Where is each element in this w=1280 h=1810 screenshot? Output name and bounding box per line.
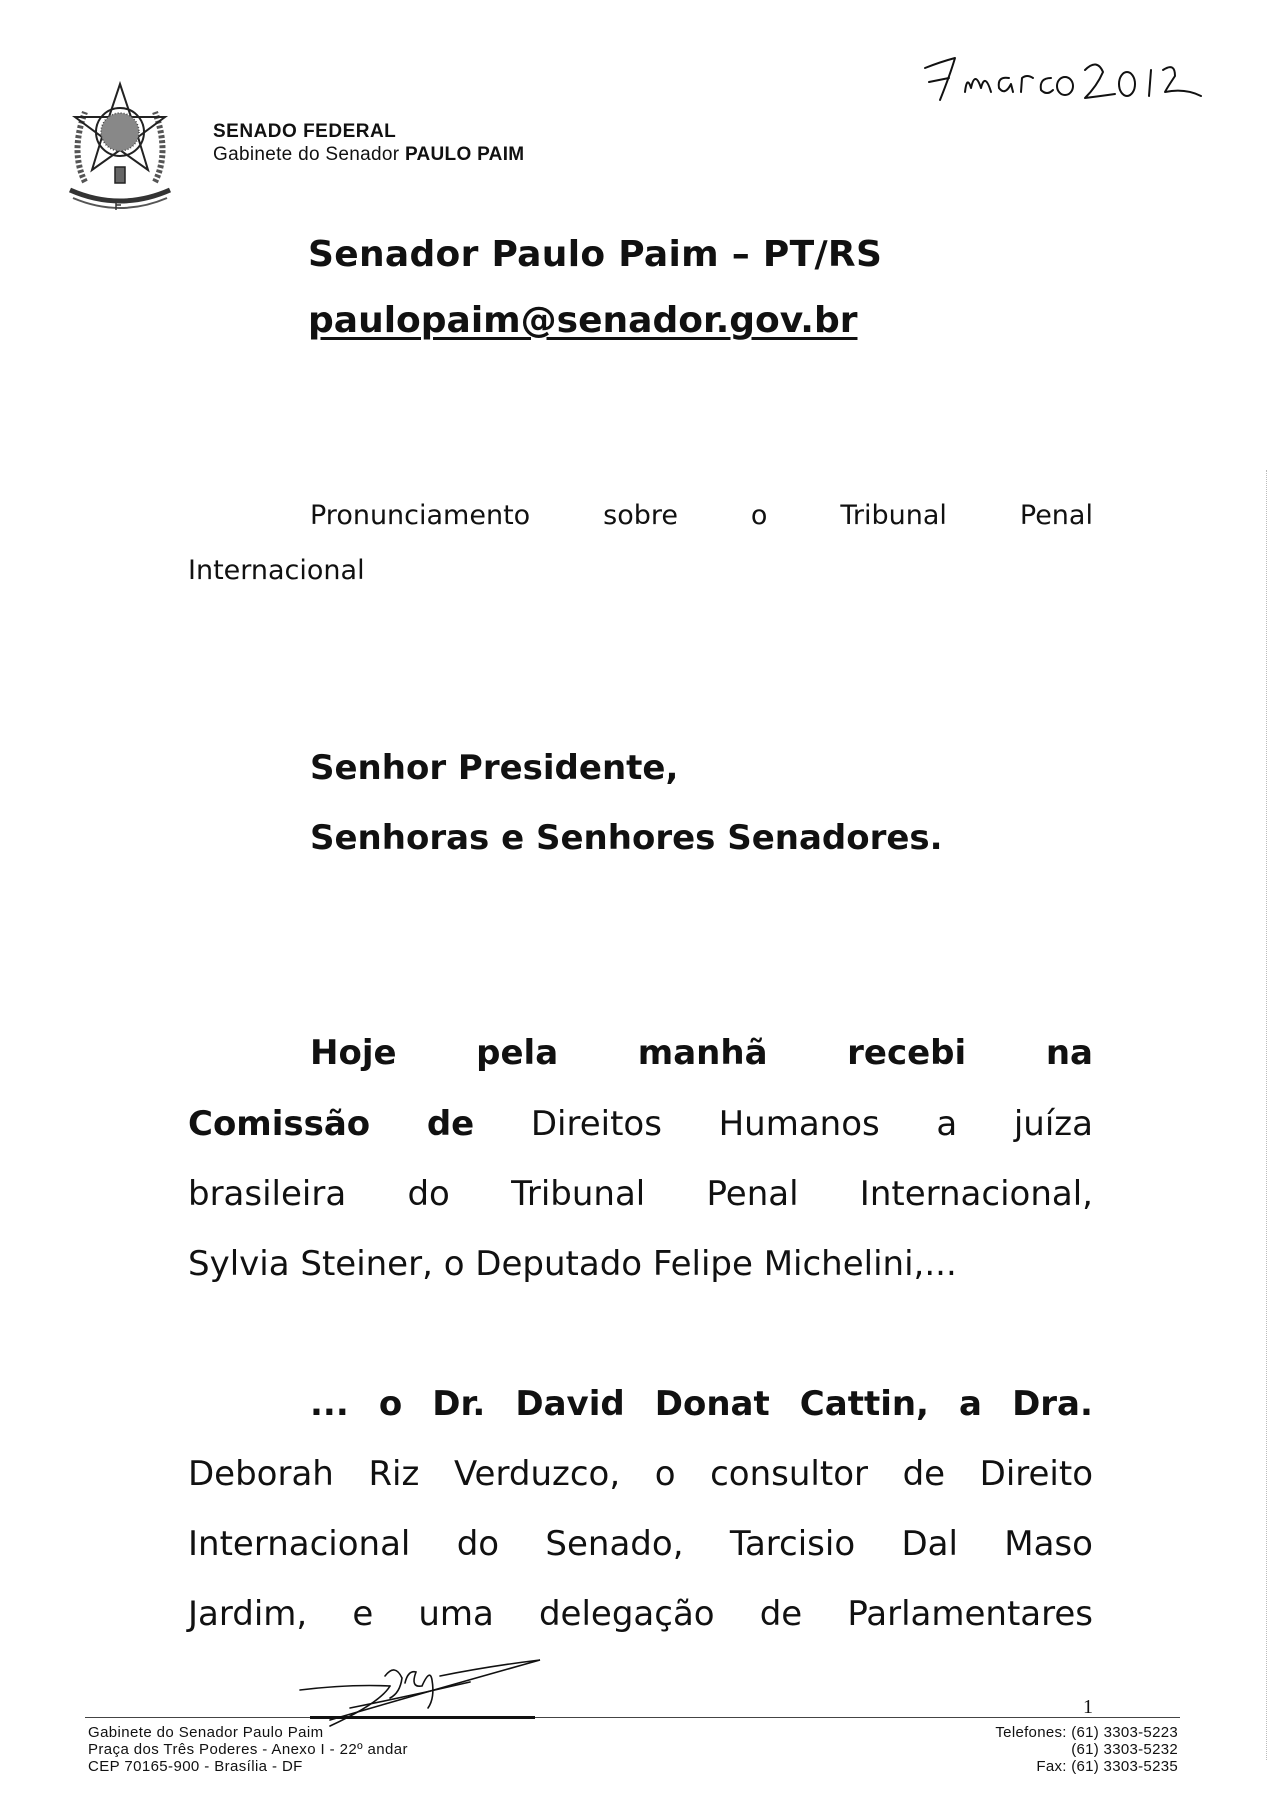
- word: Deborah: [188, 1454, 334, 1494]
- handwritten-date: [905, 40, 1235, 110]
- word: juíza: [1013, 1104, 1093, 1144]
- word: de: [902, 1454, 946, 1494]
- salutation-line-2: Senhoras e Senhores Senadores.: [310, 818, 943, 858]
- word: o: [654, 1454, 676, 1494]
- word: Tarcisio: [729, 1524, 856, 1564]
- word: do: [407, 1174, 450, 1214]
- footer-address: [88, 1724, 408, 1775]
- office-senator-name: PAULO PAIM: [404, 144, 525, 165]
- word: Dra.: [1012, 1384, 1093, 1424]
- word: ...: [310, 1384, 349, 1424]
- word: Donat: [654, 1384, 770, 1424]
- word: Riz: [368, 1454, 420, 1494]
- subject-line-2: Internacional: [188, 555, 365, 586]
- subject-line-1: [310, 500, 1093, 532]
- footer-phone-1: Telefones: (61) 3303-5223: [995, 1724, 1178, 1741]
- document-title: Senador Paulo Paim – PT/RS: [308, 234, 883, 275]
- word: recebi: [847, 1033, 967, 1073]
- word: Jardim,: [188, 1594, 308, 1634]
- word: sobre: [603, 500, 678, 531]
- word: Dal: [901, 1524, 958, 1564]
- paragraph2-line-4: [188, 1594, 1093, 1634]
- paragraph2-line-2: [188, 1454, 1093, 1494]
- footer-divider: [85, 1717, 1180, 1718]
- paragraph1-line-3: [188, 1174, 1093, 1214]
- footer-address-line-2: Praça dos Três Poderes - Anexo I - 22º andar: [88, 1741, 408, 1758]
- paragraph1-line-4: Sylvia Steiner, o Deputado Felipe Michelini,...: [188, 1244, 957, 1284]
- word: Tribunal: [840, 500, 947, 531]
- scan-margin-mark: [1266, 470, 1268, 1760]
- word: de: [759, 1594, 803, 1634]
- word: David: [515, 1384, 625, 1424]
- word: Internacional,: [859, 1174, 1093, 1214]
- paragraph1-line-2: [188, 1104, 1093, 1144]
- footer-fax: Fax: (61) 3303-5235: [1036, 1758, 1178, 1775]
- word: Penal: [706, 1174, 799, 1214]
- word: consultor: [710, 1454, 868, 1494]
- salutation-line-1: Senhor Presidente,: [310, 748, 679, 788]
- footer-address-line-3: CEP 70165-900 - Brasília - DF: [88, 1758, 303, 1775]
- office-line: [213, 144, 524, 166]
- word: na: [1045, 1033, 1093, 1073]
- word: Cattin,: [799, 1384, 929, 1424]
- word: e: [352, 1594, 374, 1634]
- word: Tribunal: [511, 1174, 646, 1214]
- word: de: [426, 1104, 475, 1144]
- word: Direito: [979, 1454, 1093, 1494]
- word: a: [959, 1384, 982, 1424]
- word: Comissão: [188, 1104, 371, 1144]
- paragraph2-line-1: [310, 1384, 1093, 1424]
- word: Verduzco,: [453, 1454, 621, 1494]
- word: Humanos: [718, 1104, 880, 1144]
- word: Penal: [1019, 500, 1093, 531]
- word: Maso: [1004, 1524, 1093, 1564]
- paragraph1-line-1: [310, 1033, 1093, 1073]
- page-number: 1: [1083, 1696, 1093, 1718]
- word: manhã: [637, 1033, 768, 1073]
- word: uma: [418, 1594, 494, 1634]
- word: o: [750, 500, 768, 531]
- email-link[interactable]: paulopaim@senador.gov.br: [308, 300, 858, 341]
- word: Direitos: [530, 1104, 662, 1144]
- word: o: [378, 1384, 403, 1424]
- office-prefix: Gabinete do Senador: [213, 144, 400, 165]
- word: Dr.: [432, 1384, 486, 1424]
- word: do: [456, 1524, 500, 1564]
- footer-divider-accent: [310, 1716, 535, 1719]
- word: Pronunciamento: [310, 500, 531, 531]
- brazil-coat-of-arms-icon: [55, 72, 185, 212]
- footer-address-line-1: Gabinete do Senador Paulo Paim: [88, 1724, 324, 1741]
- footer-phone-2: (61) 3303-5232: [1071, 1741, 1178, 1758]
- word: brasileira: [188, 1174, 347, 1214]
- institution-name: SENADO FEDERAL: [213, 121, 397, 142]
- paragraph2-line-3: [188, 1524, 1093, 1564]
- word: pela: [476, 1033, 559, 1073]
- word: Senado,: [545, 1524, 684, 1564]
- word: Parlamentares: [847, 1594, 1093, 1634]
- word: delegação: [538, 1594, 715, 1634]
- word: Hoje: [310, 1033, 397, 1073]
- footer-contacts: [960, 1724, 1178, 1775]
- word: a: [936, 1104, 958, 1144]
- word: Internacional: [188, 1524, 411, 1564]
